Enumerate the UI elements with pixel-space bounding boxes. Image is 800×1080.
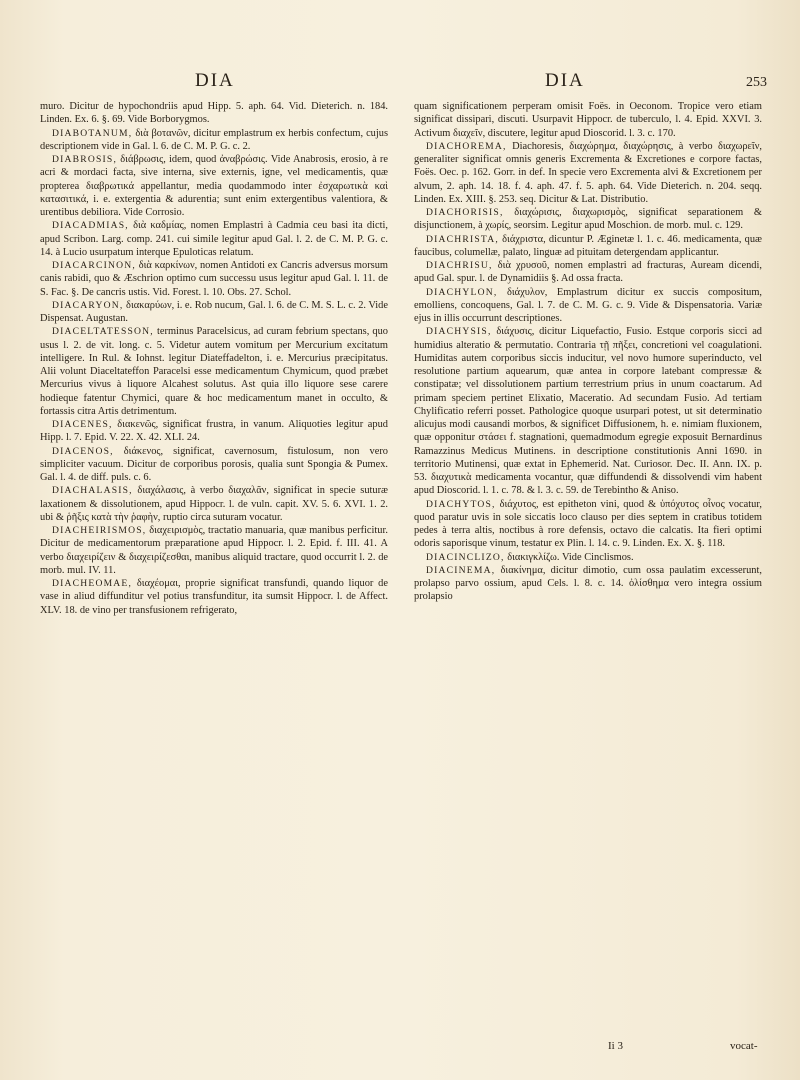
headword: DIACHRISTA,: [426, 233, 499, 245]
page-footer: [560, 1040, 760, 1056]
right-column-entry: [414, 325, 762, 497]
entry-text: διακιγκλίζω. Vide Cinclismos.: [507, 551, 634, 563]
headword: DIACHEIRISMOS,: [52, 525, 147, 536]
entry-text: διὰ βοτανῶν, dicitur emplastrum ex herbis confectum, cujus descriptionem vide in Gal. l. 6. de C. M. P. G. c. 2.: [40, 127, 389, 152]
entry-text: Diachoresis, διαχώρημα, διαχώρησις, à verbo διαχωρεῖν, generaliter significat omnis generis Excrementa & Excretiones e corpore factas, Foës. Oec. p. 162. Gorr. in def. In specie vero Excrementa alvi & Excretionem per alvum, 2. aph. 14. 18. f. 4. aph. 47. f. 5. aph. 64. Vide Dieterich. n. 204. seqq. Linden. Ex. XIII. §. 253. seq. Dicitur & Lat. Distributio.: [414, 140, 762, 205]
entry-text: διακαρύων, i. e. Rob nucum, Gal. l. 6. de C. M. S. L. c. 2. Vide Dispensat. Augustan.: [40, 299, 388, 324]
headword: DIACADMIAS,: [52, 220, 129, 232]
headword: DIACINCLIZO,: [426, 551, 505, 563]
headword: DIACHYLON,: [426, 286, 498, 298]
right-column-entry: [414, 551, 762, 564]
headword: DIACENES,: [52, 419, 113, 430]
headword: DIACHEOMAE,: [52, 578, 133, 589]
running-head-right: DIA: [545, 70, 585, 91]
left-column-entry: [40, 219, 388, 259]
entry-text: quam significationem perperam omisit Foës. in Oeconom. Tropice vero etiam significat dissipari, discuti. Usurpavit Hippocr. de tuberculo, l. 4. Epid. XXVI. 3. Activum διαχεῖν, discutere, legitur apud Dioscorid. l. 3. c. 170.: [414, 101, 762, 139]
left-column: [40, 100, 388, 617]
headword: DIABOTANUM,: [52, 127, 133, 139]
right-column-entry: [414, 140, 762, 206]
headword: DIACELTATESSON,: [52, 326, 154, 338]
left-column-entry: [40, 299, 388, 326]
headword: DIACHOREMA,: [426, 140, 507, 152]
left-column-entry: [40, 153, 388, 219]
right-column-entry: [414, 206, 762, 233]
right-column-entry: [414, 564, 762, 604]
right-column-entry: [414, 259, 762, 286]
entry-text: διακενῶς, significat frustra, in vanum. Aliquoties legitur apud Hipp. l. 7. Epid. V. 22. X. 42. XLI. 24.: [40, 419, 388, 444]
entry-text: διάχυλον, Emplastrum dicitur ex succis compositum, emolliens, concoquens, Gal. l. 7. de C. M. G. c. 9. Vide & Dispensatoria. Variæ ejus in illis occurrunt descriptiones.: [414, 286, 762, 324]
entry-text: διὰ χρυσοῦ, nomen emplastri ad fracturas, Auream dicendi, apud Gal. spur. l. de Dynamidiis §. Ad ossa fracta.: [414, 260, 762, 285]
right-column-entry: [414, 233, 762, 260]
left-column-entry: [40, 577, 388, 617]
headword: DIACHYTOS,: [426, 498, 496, 510]
headword: DIACHRISU,: [426, 260, 493, 271]
left-column-entry: [40, 259, 388, 299]
entry-text: διάχυσις, dicitur Liquefactio, Fusio. Estque corporis sicci ad humidius alteratio & permutatio. Contraria τῇ πῆξει, concretioni vel coagulationi. Humiditas autem corporibus siccis inducitur, vel novo humore superinducto, vel resolutione partium aquearum, quæ antea in corpore latebant compressæ & constipatæ; vel dissolutionem partium terrestrium prius in unum coactarum. Ad primam speciem pertinet Elixatio, Maceratio. Ad secundam Fusio. Ad tertiam Chylificatio referri posset. Pathologice quoque usurpari potest, ut sit determinatio alicujus modi causandi morbos, & significet Diffusionem, h. e. nimiam fluxionem, quæ opponitur στάσει f. stagnationi, quemadmodum egregie exposuit Bernardinus Ramazzinus Medicus Mutinens. in descriptione constitutionis Anni 1690. in territorio Mutinensi, quæ extat in Ephemerid. Nat. Curiosor. Dec. II. Ann. IX. p. 53. διαχυτικὰ medicamenta vocantur, quæ diffundendi & dissolvendi vim habent apud Dioscorid. l. 1. c. 78. & l. 3. c. 59. de Terebintho & Aniso.: [414, 326, 762, 497]
left-column-entry: [40, 325, 388, 418]
entry-text: διάκενος, significat, cavernosum, fistulosum, non vero simpliciter vacuum. Dicitur de corporibus porosis, qualia sunt Spongia & Pumex. Gal. l. 4. de diff. puls. c. 6.: [40, 445, 388, 483]
left-column-entry: [40, 100, 388, 127]
left-column-entry: [40, 418, 388, 445]
entry-text: διὰ καδμίας, nomen Emplastri à Cadmia ceu basi ita dicti, apud Scribon. Larg. comp. 241. cui simile legitur apud Gal. l. 2. de C. M. P. G. c. 14. à Lucio usurpatum interque Epuloticas relatum.: [40, 220, 388, 258]
entry-text: διάχριστα, dicuntur P. Æginetæ l. 1. c. 46. medicamenta, quæ faucibus, columellæ, palato, linguæ ad pituitam detergendam applicantur.: [414, 233, 762, 258]
headword: DIACHALASIS,: [52, 485, 133, 497]
headword: DIACHORISIS,: [426, 207, 504, 218]
entry-text: διαχειρισμὸς, tractatio manuaria, quæ manibus perficitur. Dicitur de medicamentorum præparatione apud Hippocr. l. 2. Epid. f. III. 41. A verbo διαχειρίζειν & διαχειρίζεσθαι, manibus aliquid tractare, quod occurrit l. 2. de morb. mul. IV. 11.: [40, 525, 388, 576]
headword: DIACHYSIS,: [426, 326, 492, 338]
catchword: vocat-: [730, 1040, 758, 1052]
entry-text: terminus Paracelsicus, ad curam febrium spectans, quo usus l. 2. de vit. long. c. 5. Videtur autem vomitum per Mercurium excitatum intelligere. In Rul. & Iohnst. legitur Diateffadelton, i. e. Mercurius præcipitatus. Alii volunt Diaceltateffon Paracelsi esse medicamentum Chymicum, quod præbet Mercurius vivus à liquore Alcahest solutus. Ast quia illo liquore sese carere hodieque fatentur Chymici, quare & hoc medicamentum manet in occulto, & fortassis citra Artis detrimentum.: [40, 326, 388, 417]
running-head-left: DIA: [195, 70, 235, 91]
entry-text: muro. Dicitur de hypochondriis apud Hipp. 5. aph. 64. Vid. Dieterich. n. 184. Linden. Ex. 6. §. 69. Vide Borborygmos.: [40, 101, 388, 126]
entry-text: διακίνημα, dicitur dimotio, cum ossa paulatim excesserunt, prolapso parvo ossium, apud Cels. l. 8. c. 14. ὀλίσθημα vero integra ossium prolapsio: [414, 564, 762, 603]
right-column-entry: [414, 286, 762, 326]
headword: DIACINEMA,: [426, 564, 496, 576]
left-column-entry: [40, 524, 388, 577]
page-number: 253: [746, 75, 767, 90]
right-column-entry: [414, 100, 762, 140]
headword: DIACARCINON,: [52, 260, 136, 271]
left-column-entry: [40, 484, 388, 524]
entry-text: διαχέομαι, proprie significat transfundi, quando liquor de vase in aliud diffunditur vel potius transfunditur, ita sumsit Hippocr. l. de Affect. XLV. 18. de vino per transfusionem refrigerato,: [40, 578, 388, 616]
headword: DIABROSIS,: [52, 154, 118, 165]
running-head: [0, 70, 800, 94]
headword: DIACENOS,: [52, 445, 114, 457]
entry-text: διάχυτος, est epitheton vini, quod & ὑπόχυτος οἶνος vocatur, quod paratur uvis in sole siccatis loco clauso per dies septem in cratibus totidem pedes à terra altis, noctibus à rore defensis, octavo die calcatis. Ita fieri optimi odoris saporisque vinum, testatur ex Plin. l. 14. c. 9. Linden. Ex. X. §. 118.: [414, 498, 762, 550]
signature-mark: Ii 3: [608, 1040, 623, 1052]
entry-text: διὰ καρκίνων, nomen Antidoti ex Cancris adversus morsum canis rabidi, quo & Æschrion optimo cum successu usus legitur apud Gal. l. 11. de S. Fac. §. De cancris ustis. Vid. Forest. l. 10. Obs. 27. Schol.: [40, 260, 388, 298]
entry-text: διαχώρισις, διαχωρισμὸς, significat separationem & disjunctionem, à χωρίς, seorsim. Legitur apud Moschion. de morb. mul. c. 129.: [414, 207, 762, 232]
right-column-entry: [414, 498, 762, 551]
right-column: [414, 100, 762, 604]
entry-text: διάβρωσις, idem, quod ἀναβρώσις. Vide Anabrosis, erosio, à re acri & mordaci facta, sive interna, sive externis, igne, vel medicamentis, quæ propterea διαβρωτικά appellantur, media quodammodo inter ἐσχαρωτικὰ καὶ κατασιτικά, i. e. extergentia & adurentia; sunt enim extergentibus valentiora, & urentibus debiliora. Vide Corrosio.: [40, 154, 388, 218]
entry-text: διαχάλασις, à verbo διαχαλᾶν, significat in specie suturæ laxationem & dissolutionem, apud Hippocr. l. de vuln. capit. XV. 5. 6. XVI. 1. 2. ubi & ῥῆξις κατὰ τὴν ῥαφὴν, ruptio circa suturam vocatur.: [40, 485, 388, 523]
left-column-entry: [40, 445, 388, 485]
headword: DIACARYON,: [52, 299, 124, 311]
left-column-entry: [40, 127, 388, 154]
